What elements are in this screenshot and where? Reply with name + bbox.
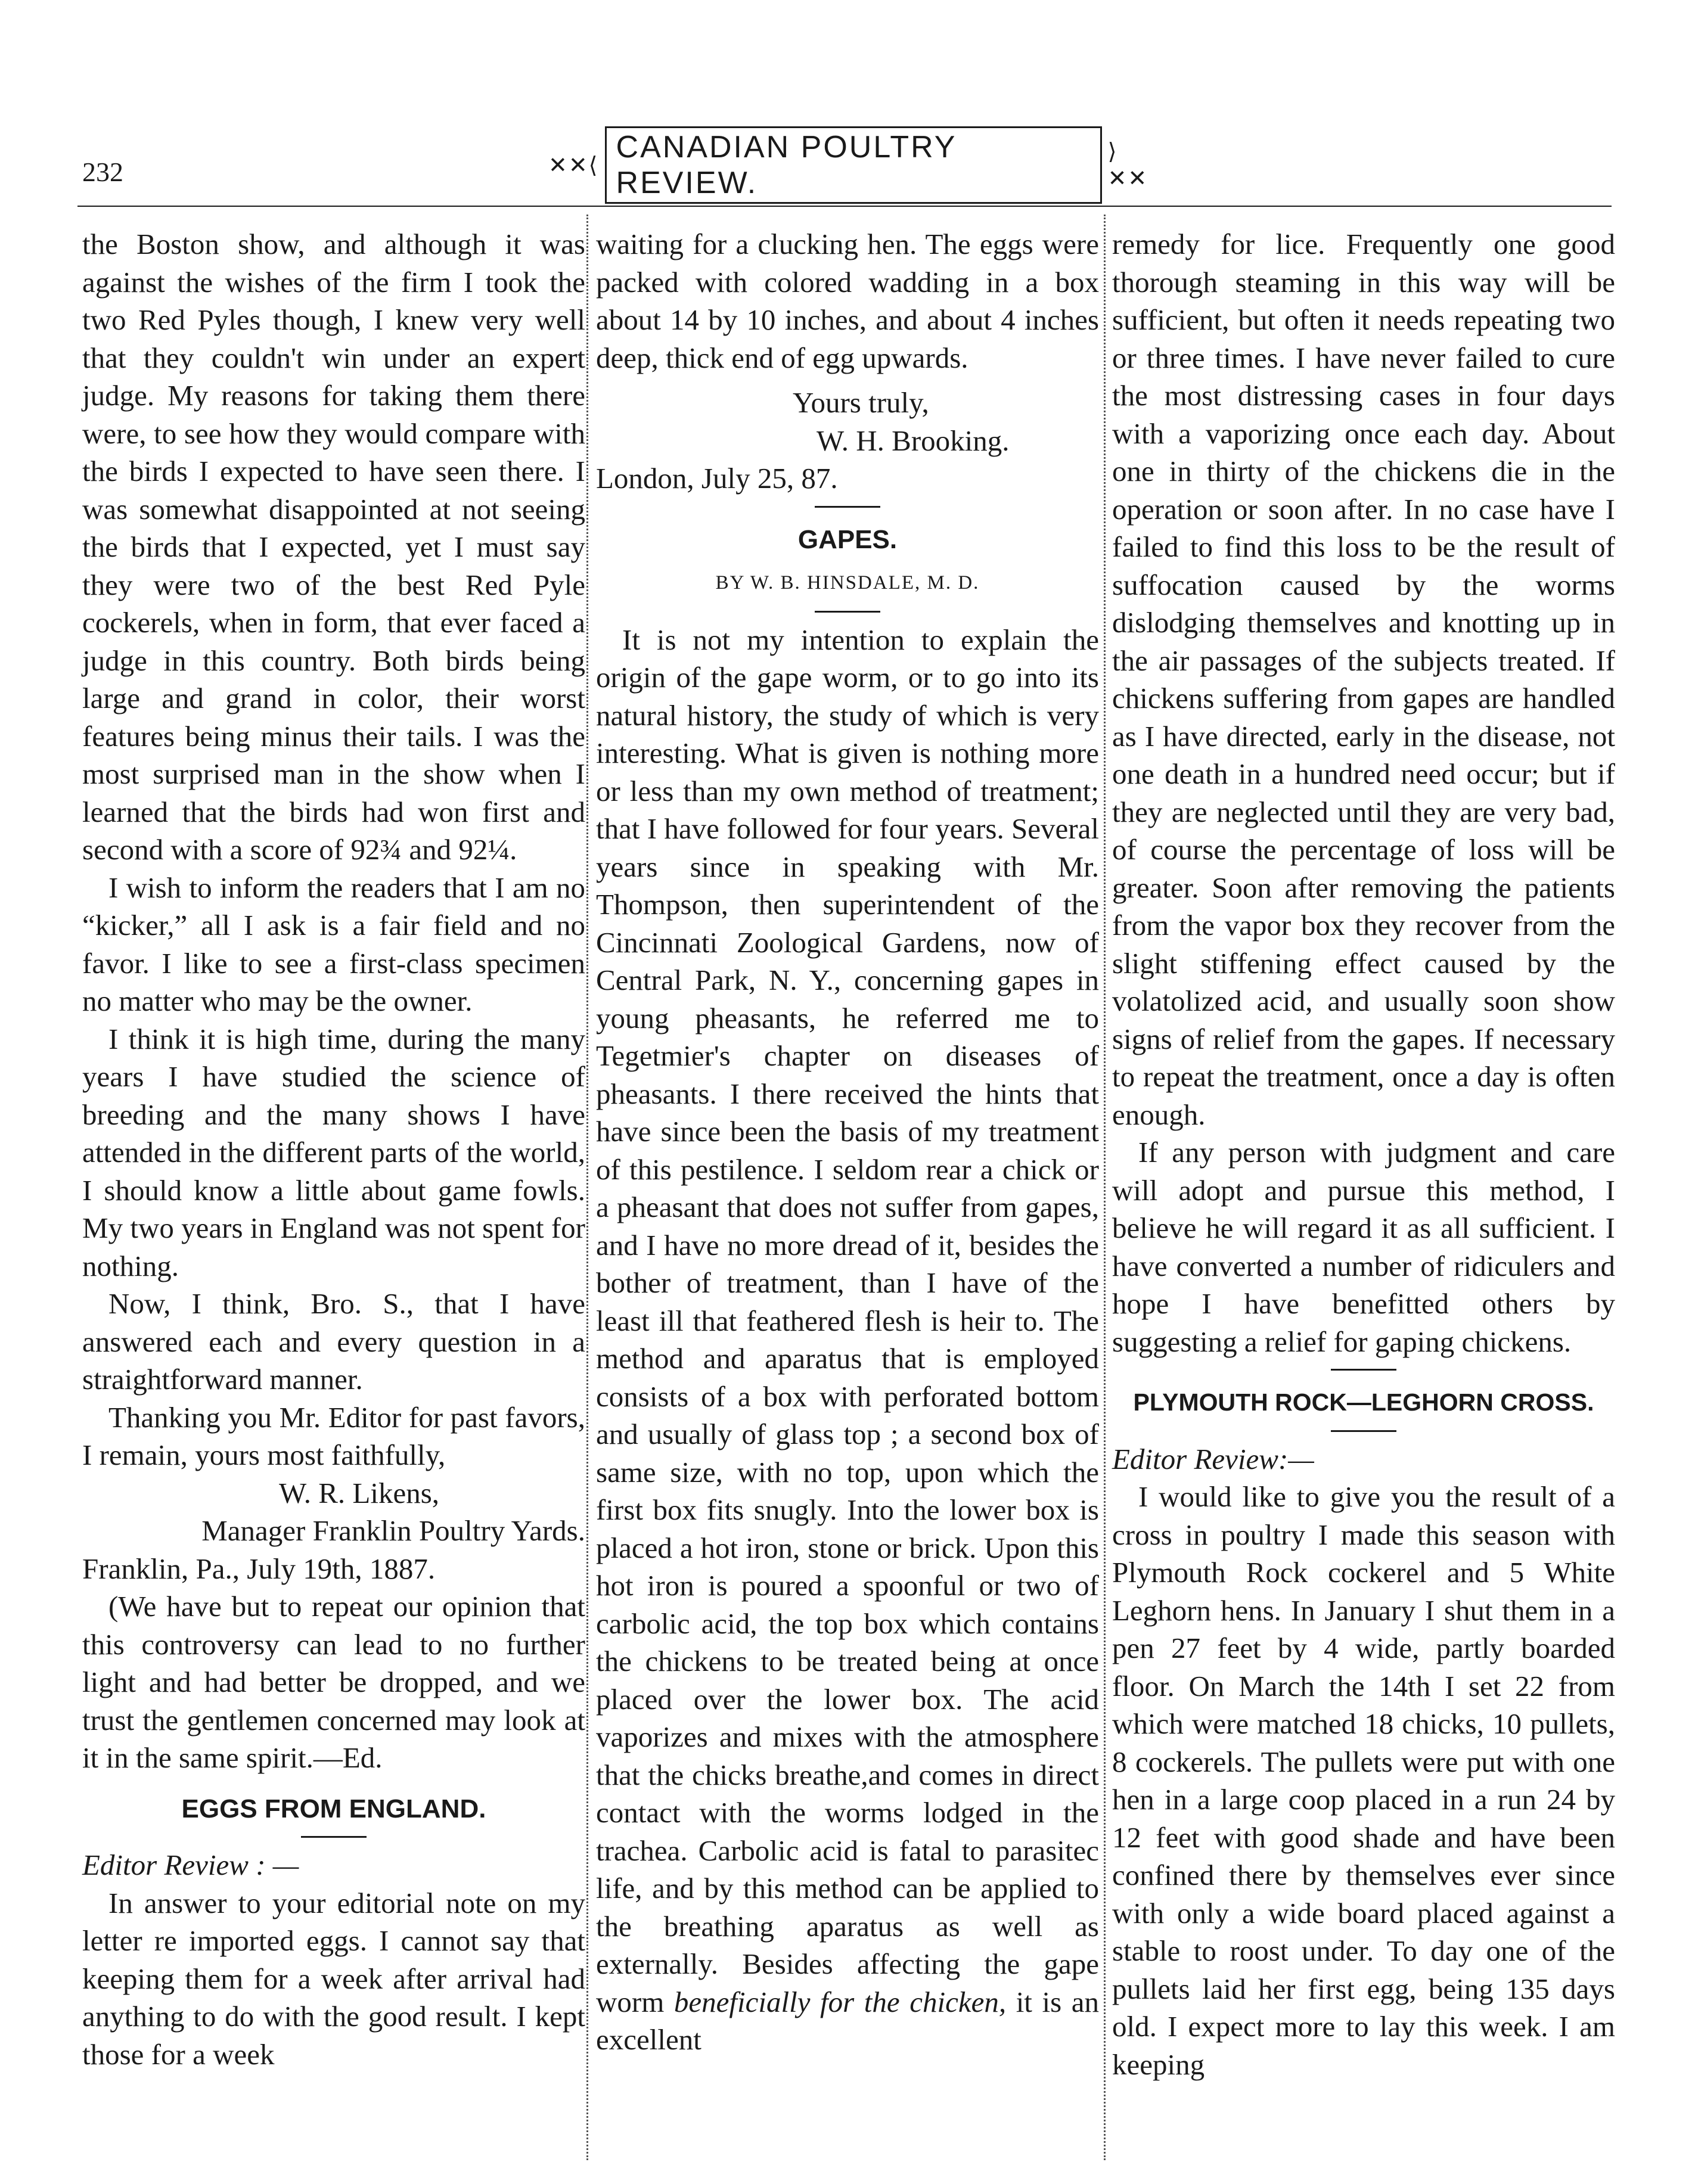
paragraph: Now, I think, Bro. S., that I have answered each and every question in a straightforward manner. bbox=[82, 1287, 585, 1396]
header-rule bbox=[77, 206, 1612, 207]
heading-rule bbox=[301, 1836, 367, 1838]
italic-text: beneficially for the chicken, bbox=[673, 1985, 1007, 2018]
masthead bbox=[548, 130, 1156, 200]
paragraph: If any person with judgment and care will adopt and pursue this method, I believe he will regard it as all sufficient. I have converted a number of ridiculers and hope I have benefitted others by suggesting a relief for gaping chickens. bbox=[1112, 1136, 1615, 1358]
heading-rule bbox=[815, 611, 880, 613]
paragraph: I wish to inform the readers that I am no “kicker,” all I ask is a fair field and no favor. I like to see a first-class specimen no matter who may be the owner. bbox=[82, 871, 585, 1017]
column-2 bbox=[596, 225, 1099, 2059]
paragraph: I would like to give you the result of a cross in poultry I made this season with Plymouth Rock cockerel and 5 White Leghorn hens. In January I shut them in a pen 27 feet by 4 wide, partly boarded floor. On March the 14th I set 22 from which were matched 18 chicks, 10 pullets, 8 cockerels. The pullets were put with one hen in a large coop placed in a run 24 by 12 feet with good shade and have been confined there by themselves ever since with only a wide board placed against a stable to roost under. To day one of the pullets laid her first egg, being 135 days old. I expect more to lay this week. I am keeping bbox=[1112, 1480, 1615, 2081]
section-heading: PLYMOUTH ROCK—LEGHORN CROSS. bbox=[1133, 1388, 1594, 1416]
paragraph: I think it is high time, during the many years I have studied the science of breeding and the many shows I have attended in the different parts of the world, I should know a little about game fowls. My two years in England was not spent for nothing. bbox=[82, 1022, 585, 1282]
byline: BY W. B. HINSDALE, M. D. bbox=[715, 572, 980, 594]
salutation: Editor Review:— bbox=[1112, 1442, 1314, 1475]
paragraph: remedy for lice. Frequently one good thorough steaming in this way will be sufficient, but often it needs repeating two or three times. I have never failed to cure the most distressing cases in four days with a vaporizing once each day. About one in thirty of the chickens die in the operation or soon after. In no case have I failed to find this loss to be the result of suffocation caused by the worms dislodging themselves and knotting up in the air passages of the subjects treated. If chickens suffering from gapes are handled as I have directed, early in the disease, not one death in a hundred need occur; but if they are neglected until they are very bad, of course the percentage of loss will be greater. Soon after removing the patients from the vapor box they recover from the slight stiffening effect caused by the volatolized acid, and usually soon show signs of relief from the gapes. If necessary to repeat the treatment, once a day is often enough. bbox=[1112, 228, 1615, 1131]
left-ornament-icon: ✕✕⟨ bbox=[548, 153, 599, 178]
place-date: Franklin, Pa., July 19th, 1887. bbox=[82, 1552, 436, 1585]
paragraph: the Boston show, and although it was against the wishes of the firm I took the two Red Pyles though, I knew very well that they couldn't win under an expert judge. My reasons for taking them there were, to see how they would compare with the birds I expected to have seen there. I was somewhat disappointed at not seeing the birds that I expected, yet I must say they were two of the best Red Pyle cockerels, when in form, that ever faced a judge in this country. Both birds being large and grand in color, their worst features being minus their tails. I was the most surprised man in the show when I learned that the birds had won first and second with a score of 92¾ and 92¼. bbox=[82, 228, 585, 866]
paragraph: Thanking you Mr. Editor for past favors, I remain, yours most faithfully, bbox=[82, 1400, 585, 1471]
heading-rule bbox=[1331, 1430, 1396, 1432]
editor-note: (We have but to repeat our opinion that this controversy can lead to no further light and had better be dropped, and we trust the gentlemen concerned may look at it in the same spirit.—Ed. bbox=[82, 1590, 585, 1774]
paragraph-text: It is not my intention to explain the origin of the gape worm, or to go into its natural history, the study of which is very interesting. What is given is nothing more or less than my own method of treatment; that I have followed for four years. Several years since in speaking with Mr. Thompson, then superintendent of the Cincinnati Zoological Gardens, now of Central Park, N. Y., concerning gapes in young pheasants, he referred me to Tegetmier's chapter on diseases of pheasants. I there received the hints that have since been the basis of my treatment of this pestilence. I seldom rear a chick or a pheasant that does not suffer from gapes, and I have no more dread of it, besides the bother of treatment, than I have of the least ill that feathered flesh is heir to. The method and aparatus that is employed consists of a box with perforated bottom and usually of glass top ; a second box of same size, with no top, upon which the first box fits snugly. Into the lower box is placed a hot iron, stone or brick. Upon this hot iron is poured a spoonful or two of carbolic acid, the top box which contains the chickens to be treated being at once placed over the lower box. The acid vaporizes and mixes with the atmosphere that the chicks breathe,and comes in direct contact with the worms lodged in the trachea. Carbolic acid is fatal to parasitec life, and by this method can be applied to the breathing aparatus as well as externally. Besides affecting the gape worm bbox=[596, 623, 1099, 2018]
signature-name: W. R. Likens, bbox=[279, 1476, 440, 1509]
place-date: London, July 25, 87. bbox=[596, 462, 838, 495]
signature-name: W. H. Brooking. bbox=[817, 424, 1010, 457]
page-number: 232 bbox=[82, 157, 123, 187]
signature-title: Manager Franklin Poultry Yards. bbox=[201, 1514, 585, 1547]
column-divider bbox=[586, 215, 588, 2160]
section-heading: GAPES. bbox=[797, 524, 898, 554]
paragraph-text: it is an excellent bbox=[596, 1985, 1099, 2056]
right-ornament-icon: ⟩✕✕ bbox=[1107, 139, 1148, 191]
column-1 bbox=[82, 225, 585, 2073]
paragraph bbox=[596, 621, 1099, 2059]
paragraph: waiting for a clucking hen. The eggs were packed with colored wadding in a box about 14 by 10 inches, and about 4 inches deep, thick end of egg upwards. bbox=[596, 228, 1099, 374]
closing: Yours truly, bbox=[793, 386, 929, 419]
column-3 bbox=[1112, 225, 1615, 2083]
section-rule bbox=[815, 506, 880, 508]
masthead-title: CANADIAN POULTRY REVIEW. bbox=[605, 126, 1102, 204]
salutation: Editor Review : — bbox=[82, 1849, 299, 1881]
section-heading: EGGS FROM ENGLAND. bbox=[181, 1794, 486, 1823]
paragraph: In answer to your editorial note on my letter re imported eggs. I cannot say that keeping them for a week after arrival had anything to do with the good result. I kept those for a week bbox=[82, 1886, 585, 2071]
column-divider bbox=[1104, 215, 1106, 2160]
section-rule bbox=[1331, 1369, 1396, 1371]
